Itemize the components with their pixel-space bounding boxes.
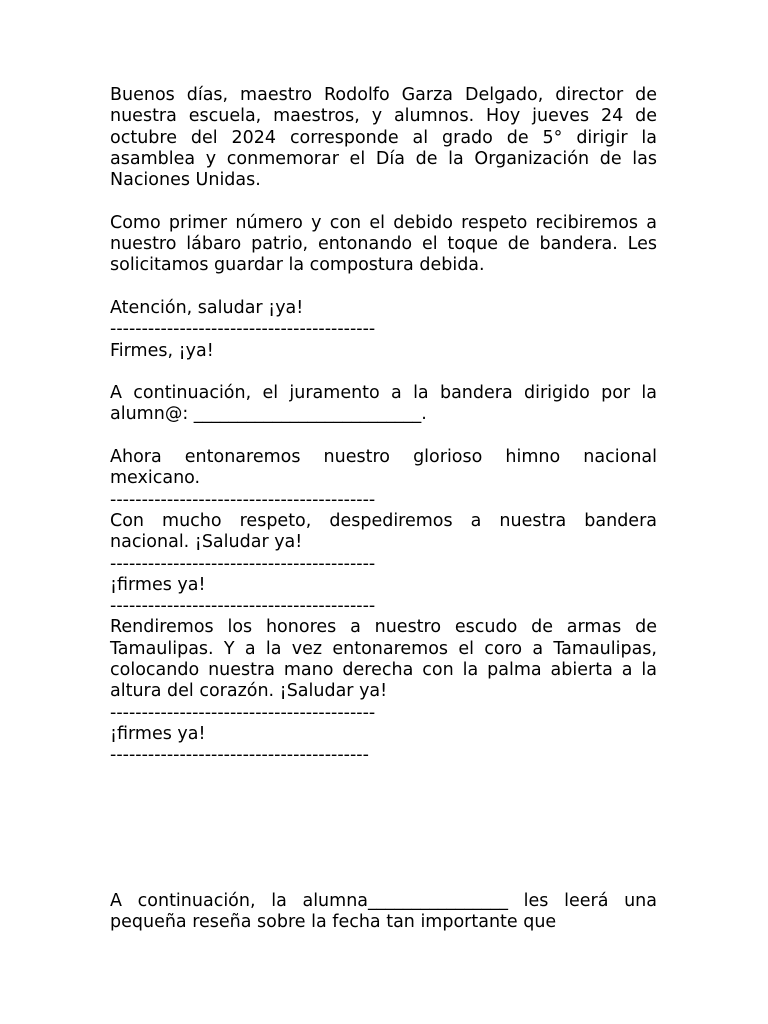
paragraph-firmes-2: ¡firmes ya! xyxy=(110,574,206,595)
separator-line: ------------------------------------------ xyxy=(110,553,376,574)
separator-line: ------------------------------------------ xyxy=(110,702,376,723)
paragraph-firmes-3: ¡firmes ya! xyxy=(110,723,206,744)
paragraph-escudo: Rendiremos los honores a nuestro escudo de armas de Tamaulipas. Y a la vez entonaremos el coro a Tamaulipas, colocando nuestra mano derecha con la palma abierta a la altura del corazón. ¡Saludar ya! xyxy=(110,617,657,702)
separator-line: ------------------------------------------ xyxy=(110,489,376,510)
paragraph-atencion: Atención, saludar ¡ya! xyxy=(110,297,304,318)
paragraph-intro: Buenos días, maestro Rodolfo Garza Delgado, director de nuestra escuela, maestros, y alumnos. Hoy jueves 24 de octubre del 2024 corresponde al grado de 5° dirigir la asamblea y conmemorar el Día de la Organización de las Naciones Unidas. xyxy=(110,85,657,191)
separator-line: ----------------------------------------- xyxy=(110,745,369,766)
paragraph-despedida: Con mucho respeto, despediremos a nuestra bandera nacional. ¡Saludar ya! xyxy=(110,510,657,553)
paragraph-gap xyxy=(110,277,657,298)
document-body-bottom xyxy=(110,891,657,934)
separator-line: ------------------------------------------ xyxy=(110,596,376,617)
paragraph-primer-numero: Como primer número y con el debido respeto recibiremos a nuestro lábaro patrio, entonando el toque de bandera. Les solicitamos guardar la compostura debida. xyxy=(110,212,657,276)
paragraph-gap xyxy=(110,426,657,447)
paragraph-gap xyxy=(110,191,657,212)
paragraph-resena: A continuación, la alumna________________ les leerá una pequeña reseña sobre la fecha tan importante que xyxy=(110,891,657,933)
paragraph-firmes-1: Firmes, ¡ya! xyxy=(110,340,214,361)
paragraph-himno: Ahora entonaremos nuestro glorioso himno nacional mexicano. xyxy=(110,447,657,489)
paragraph-juramento: A continuación, el juramento a la bandera dirigido por la alumn@: __________________________. xyxy=(110,383,657,425)
paragraph-gap xyxy=(110,362,657,383)
document-body xyxy=(110,85,657,767)
separator-line: ------------------------------------------ xyxy=(110,319,376,340)
